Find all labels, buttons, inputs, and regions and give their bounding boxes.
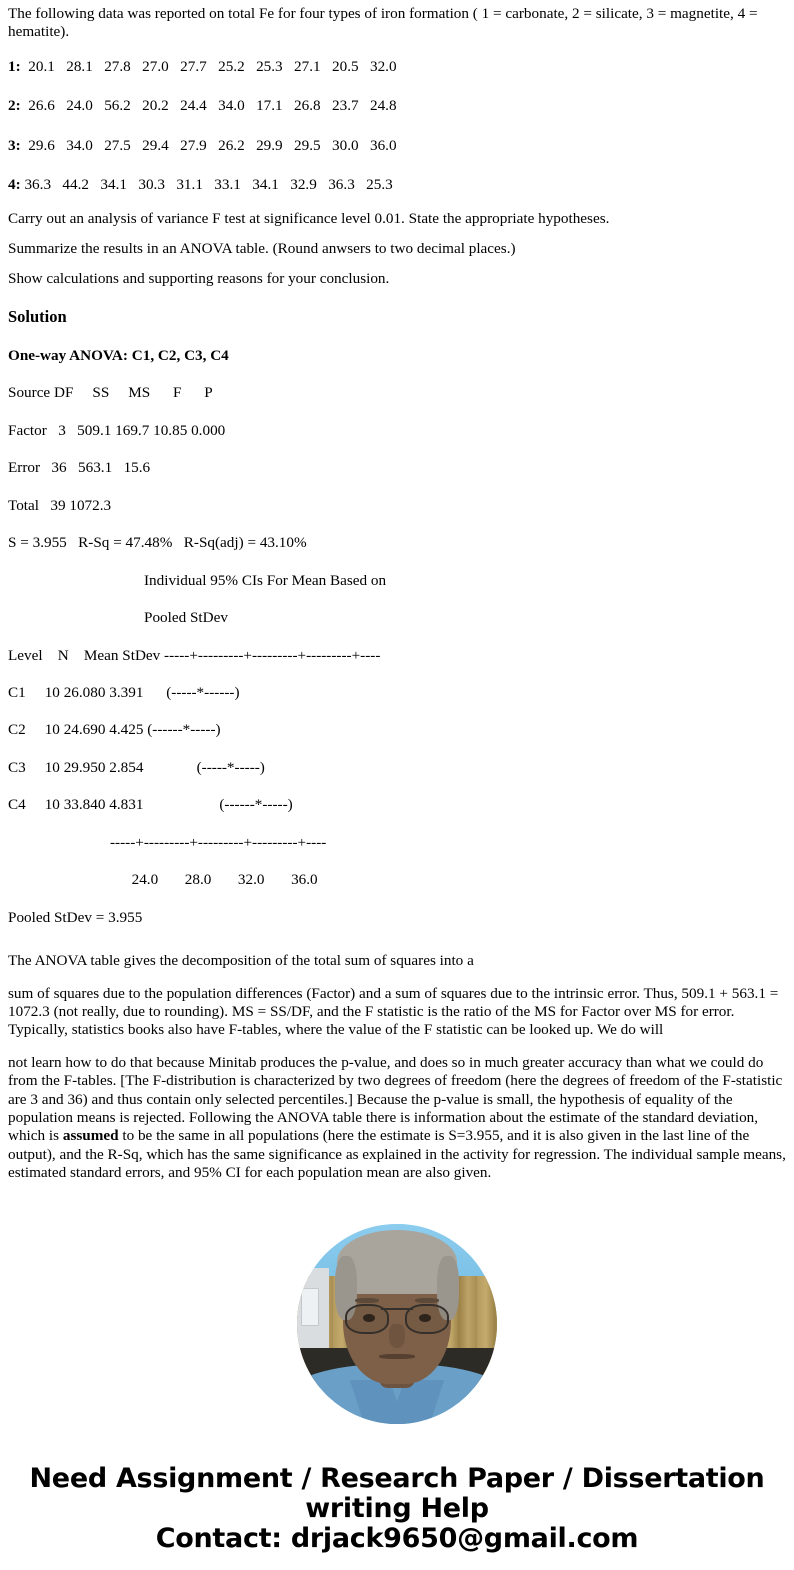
group-values-3: 29.6 34.0 27.5 29.4 27.9 26.2 29.9 29.5 30.0 36.0 [20,136,397,154]
avatar-glasses-bridge [381,1308,413,1310]
fit-statistics-line: S = 3.955 R-Sq = 47.48% R-Sq(adj) = 43.10% [8,534,307,552]
ci-header-line-2: Pooled StDev [144,609,228,627]
task-line-3: Show calculations and supporting reasons for your conclusion. [8,270,390,287]
group-values-4: 36.3 44.2 34.1 30.3 31.1 33.1 34.1 32.9 36.3 25.3 [20,175,393,193]
explanation-line-1: The ANOVA table gives the decomposition of the total sum of squares into a [8,952,474,970]
avatar-nose [389,1324,405,1348]
footer-line-2: writing Help [305,1492,489,1524]
ci-header-line-1: Individual 95% CIs For Mean Based on [144,571,387,589]
avatar-background-light-switch [301,1288,319,1326]
anova-table [8,374,786,524]
explanation-paragraph-2: sum of squares due to the population differences (Factor) and a sum of squares due to the intrinsic error. Thus, 509.1 + 563.1 = 1072.3 (not really, due to rounding). MS = SS/DF, and the F statistic is the ratio of the MS for Factor over MS for error. Typically, statistics books also have F-tables, where the value of the F statistic can be looked up. We do will [8,984,779,1039]
ci-column-header: Level N Mean StDev -----+---------+---------+---------+---- [8,646,381,664]
group-values-1: 20.1 28.1 27.8 27.0 27.7 25.2 25.3 27.1 20.5 32.0 [20,57,397,75]
group-label-1: 1: [8,57,21,75]
explanation-paragraph-3 [8,1047,786,1190]
footer-promo [8,1432,786,1570]
group-label-4: 4: [8,175,21,193]
pooled-stdev-line: Pooled StDev = 3.955 [8,908,143,926]
anova-row-total: Total 39 1072.3 [8,496,112,514]
group-label-2: 2: [8,97,21,115]
anova-row-error: Error 36 563.1 15.6 [8,459,151,477]
ci-plot-rows [8,674,786,824]
ci-tick-labels: 24.0 28.0 32.0 36.0 [124,871,318,889]
avatar-eyebrow-right [415,1298,439,1303]
avatar-eye-right [419,1314,431,1322]
group-label-3: 3: [8,136,21,154]
data-row [8,126,786,165]
explanation-block [8,936,786,1193]
data-row [8,165,786,204]
anova-title: One-way ANOVA: C1, C2, C3, C4 [8,346,229,364]
anova-header-row: Source DF SS MS F P [8,384,213,402]
avatar-eyebrow-left [355,1298,379,1303]
data-table [8,47,786,205]
ci-row-c2: C2 10 24.690 4.425 (------*-----) [8,721,221,739]
footer-line-1: Need Assignment / Research Paper / Dissertation [29,1462,765,1494]
task-line-1: Carry out an analysis of variance F test at significance level 0.01. State the appropriate hypotheses. [8,210,610,228]
intro-paragraph: The following data was reported on total Fe for four types of iron formation ( 1 = carbonate, 2 = silicate, 3 = magnetite, 4 = hematite). [8,5,758,40]
ci-row-c1: C1 10 26.080 3.391 (-----*------) [8,683,240,701]
avatar-container [8,1194,786,1432]
avatar [297,1224,497,1424]
solution-heading: Solution [8,306,67,326]
explanation-p3-bold-word: assumed [62,1127,119,1145]
data-row [8,86,786,125]
avatar-eye-left [363,1314,375,1322]
task-line-2: Summarize the results in an ANOVA table. (Round anwsers to two decimal places.) [8,240,516,258]
ci-row-c3: C3 10 29.950 2.854 (-----*-----) [8,758,265,776]
ci-row-c4: C4 10 33.840 4.831 (------*-----) [8,796,293,814]
footer-contact-line: Contact: drjack9650@gmail.com [155,1523,639,1555]
group-values-2: 26.6 24.0 56.2 20.2 24.4 34.0 17.1 26.8 23.7 24.8 [20,97,397,115]
explanation-p3-part2: to be the same in all populations (here the estimate is S=3.955, and it is also given in the last line of the output), and the R-Sq, which has the same significance as explained in the activity for regression. The individual sample means, estimated standard errors, and 95% CI for each population mean are also given. [8,1127,786,1182]
ci-axis-line: -----+---------+---------+---------+---- [110,833,327,851]
avatar-mouth [379,1354,415,1359]
anova-row-factor: Factor 3 509.1 169.7 10.85 0.000 [8,421,226,439]
data-row [8,47,786,86]
explanation-p3-part1: not learn how to do that because Minitab produces the p-value, and does so in much greater accuracy than what we could do from the F-tables. [The F-distribution is characterized by two degrees of freedom (here the degrees of freedom of the F-statistic are 3 and 36) and thus contain only selected percentiles.] Because the p-value is small, the hypothesis of equality of the population means is rejected. Following the ANOVA table there is information about the estimate of the standard deviation, which is [8,1053,783,1145]
